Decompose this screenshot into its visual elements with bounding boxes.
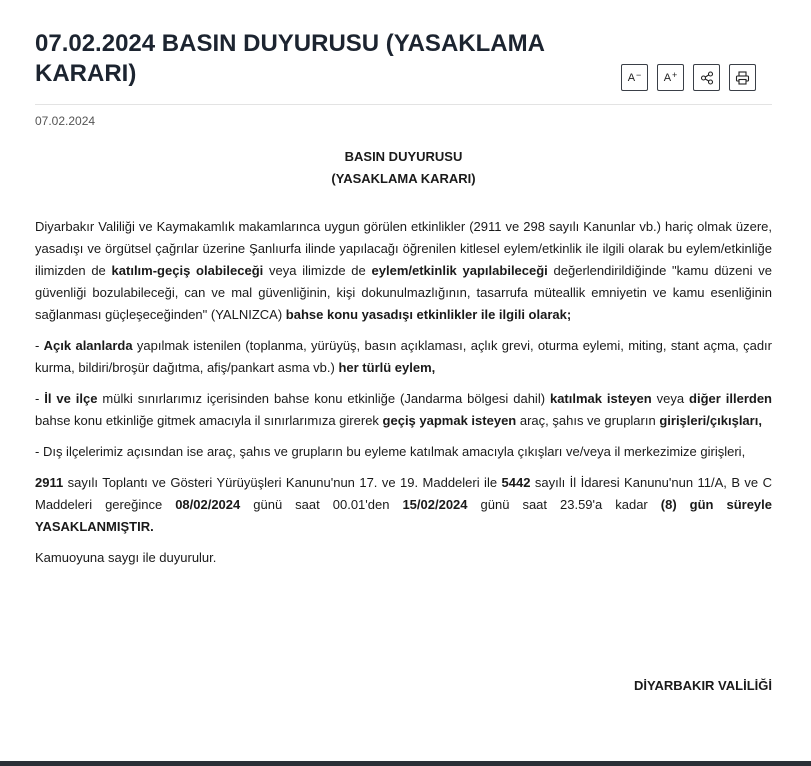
title-divider xyxy=(35,104,772,105)
text-segment: Diyarbakır Valiliği ve Kaymakamlık makamlarınca uygun görülen etkinlikler (2911 ve 298 sayılı Kanunlar vb.) hariç olmak üzere, yasadışı ve örgütsel çağrılar üzerine Şanlıurfa ilinde yapılacağı öğrenilen kitlesel eylem/etkinlik ile ilgili olarak bu eylem/etkinliğe ilimizden de xyxy=(35,219,772,278)
text-segment: araç, şahıs ve grupların xyxy=(516,413,660,428)
decrease-font-label: A xyxy=(627,71,636,84)
bold-segment: Açık alanlarda xyxy=(43,338,133,353)
paragraph-open-areas xyxy=(35,335,772,379)
notice-heading-line2: (YASAKLAMA KARARI) xyxy=(331,171,476,186)
text-segment: mülki sınırlarımız içerisinden bahse konu etkinliğe (Jandarma bölgesi dahil) xyxy=(97,391,550,406)
bold-segment: geçiş yapmak isteyen xyxy=(382,413,517,428)
paragraph-intro xyxy=(35,216,772,326)
bold-segment: bahse konu yasadışı etkinlikler ile ilgili olarak; xyxy=(285,307,572,322)
bold-segment: 15/02/2024 xyxy=(402,497,468,512)
text-segment: sayılı Toplantı ve Gösteri Yürüyüşleri Kanunu'nun 17. ve 19. Maddeleri ile xyxy=(63,475,502,490)
bold-segment: girişleri/çıkışları, xyxy=(659,413,762,428)
bold-segment: her türlü eylem, xyxy=(338,360,436,375)
article-toolbar xyxy=(621,64,756,91)
text-segment: günü saat 23.59'a kadar xyxy=(467,497,661,512)
text-segment: yapılmak istenilen (toplanma, yürüyüş, basın açıklaması, açlık grevi, oturma eylemi, miting, stant açma, çadır kurma, bildiri/broşür dağıtma, afiş/pankart asma vb.) xyxy=(35,338,772,375)
notice-heading-line1: BASIN DUYURUSU xyxy=(344,149,463,164)
text-segment: - xyxy=(35,338,44,353)
bold-segment: katılım-geçiş olabileceği xyxy=(111,263,264,278)
text-segment: veya ilimizde de xyxy=(263,263,372,278)
decrease-font-button[interactable] xyxy=(621,64,648,91)
minus-icon: − xyxy=(636,69,642,80)
page-title: 07.02.2024 BASIN DUYURUSU (YASAKLAMA KARARI) xyxy=(35,30,545,87)
text-segment: bahse konu etkinliğe gitmek amacıyla il sınırlarımıza girerek xyxy=(35,413,383,428)
paragraph-legal-basis xyxy=(35,472,772,538)
publish-date: 07.02.2024 xyxy=(35,114,96,128)
share-icon xyxy=(700,71,714,85)
increase-font-button[interactable] xyxy=(657,64,684,91)
text-segment: günü saat 00.01'den xyxy=(240,497,403,512)
text-segment: sayılı İl İdaresi Kanunu'nun 11/A, B ve C Maddeleri gereğince xyxy=(35,475,772,512)
text-segment: - xyxy=(35,391,45,406)
print-button[interactable] xyxy=(729,64,756,91)
bold-segment: (8) gün süreyle YASAKLANMIŞTIR. xyxy=(35,497,772,534)
paragraph-districts: - Dış ilçelerimiz açısından ise araç, şahıs ve grupların bu eyleme katılmak amacıyla çıkışları ve/veya il merkezimize girişleri, xyxy=(35,444,746,459)
notice-body xyxy=(35,216,772,578)
text-segment: veya xyxy=(651,391,690,406)
bold-segment: diğer illerden xyxy=(689,391,772,406)
bold-segment: 08/02/2024 xyxy=(175,497,241,512)
notice-heading xyxy=(35,146,772,190)
increase-font-label: A xyxy=(663,71,672,84)
print-icon xyxy=(735,71,750,85)
signature: DİYARBAKIR VALİLİĞİ xyxy=(634,678,772,693)
bold-segment: İl ve ilçe xyxy=(44,391,98,406)
paragraph-borders xyxy=(35,388,772,432)
footer-bar xyxy=(0,761,811,766)
plus-icon: + xyxy=(672,69,678,80)
bold-segment: katılmak isteyen xyxy=(549,391,652,406)
bold-segment: 2911 xyxy=(35,475,64,490)
paragraph-closing: Kamuoyuna saygı ile duyurulur. xyxy=(35,550,217,565)
bold-segment: eylem/etkinlik yapılabileceği xyxy=(371,263,548,278)
bold-segment: 5442 xyxy=(501,475,531,490)
text-segment: değerlendirildiğinde "kamu düzeni ve güvenliği bozulabileceği, can ve mal güvenliğinin, kişi dokunulmazlığının, tasarrufa müteallik emniyetin ve kamu esenliğinin sağlanması güçleşeceğinden" (YALNIZCA) xyxy=(35,263,772,322)
share-button[interactable] xyxy=(693,64,720,91)
